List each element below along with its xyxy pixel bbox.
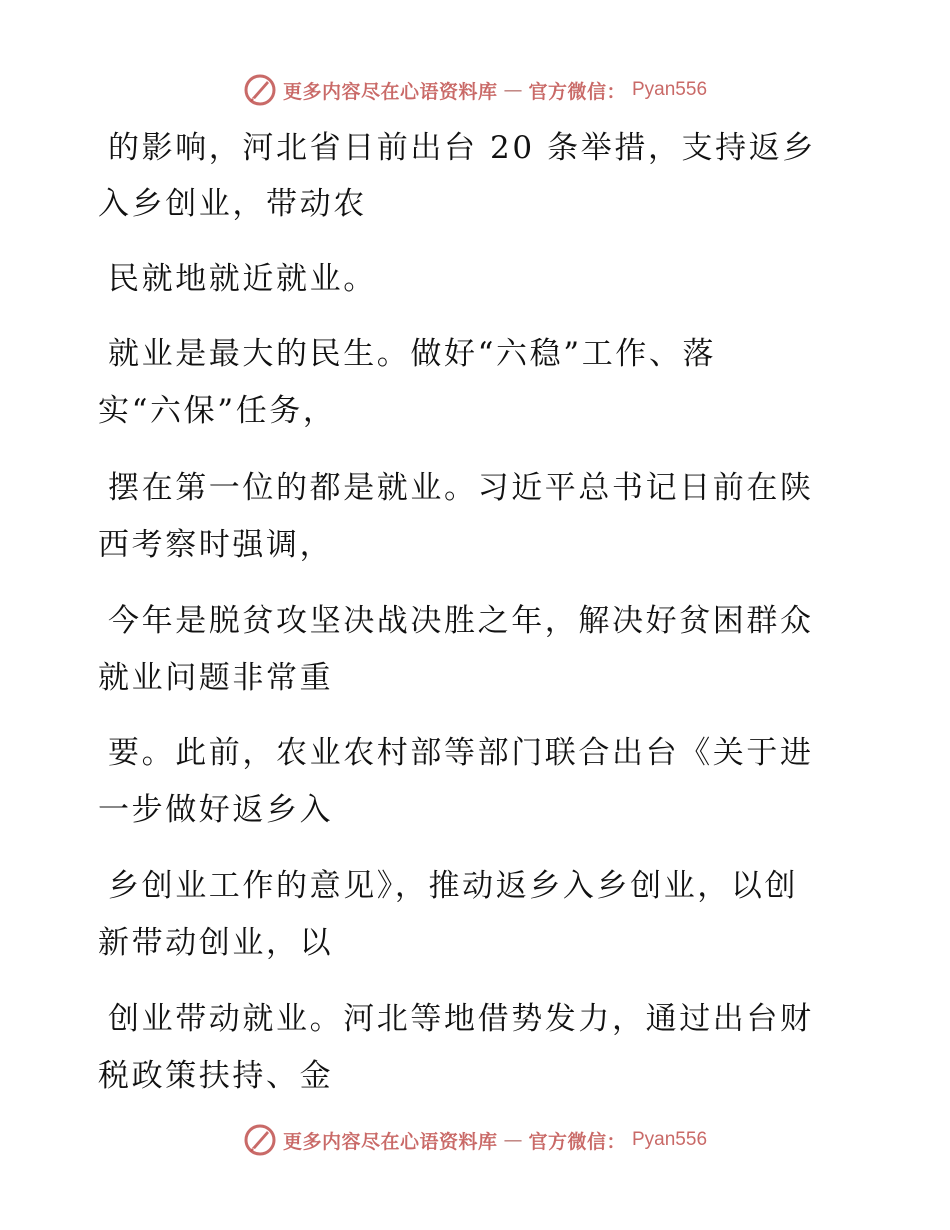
text-line: 今年是脱贫攻坚决战决胜之年，解决好贫困群众	[108, 603, 814, 639]
watermark-handle: Pyan556	[632, 79, 708, 100]
text-line: 要。此前，农业农村部等部门联合出台《关于进	[108, 735, 814, 771]
text-line: 一步做好返乡入	[98, 792, 334, 828]
text-line: 新带动创业，以	[98, 925, 334, 961]
text-line: 就业问题非常重	[98, 660, 334, 696]
text-line: 摆在第一位的都是就业。习近平总书记日前在陕	[108, 470, 814, 506]
watermark-label: 官方微信：	[528, 80, 626, 103]
quill-logo-icon	[243, 73, 277, 107]
text-line: 就业是最大的民生。做好“六稳”工作、落	[108, 336, 717, 372]
text-line: 的影响，河北省日前出台 20 条举措，支持返乡	[108, 130, 816, 166]
header-watermark	[0, 70, 950, 110]
quill-logo-icon	[243, 1123, 277, 1157]
text-line: 西考察时强调，	[98, 527, 334, 563]
text-line: 乡创业工作的意见》，推动返乡入乡创业，以创	[108, 868, 799, 904]
watermark-handle: Pyan556	[632, 1129, 708, 1150]
watermark-text: 更多内容尽在心语资料库	[282, 80, 498, 103]
footer-watermark	[0, 1120, 950, 1160]
text-line: 民就地就近就业。	[108, 261, 377, 297]
watermark-separator: —	[503, 1129, 523, 1151]
text-line: 实“六保”任务，	[98, 393, 337, 429]
watermark-label: 官方微信：	[528, 1130, 626, 1153]
watermark-text: 更多内容尽在心语资料库	[282, 1130, 498, 1153]
text-line: 税政策扶持、金	[98, 1058, 334, 1094]
text-line: 入乡创业，带动农	[98, 186, 367, 222]
text-line: 创业带动就业。河北等地借势发力，通过出台财	[108, 1001, 814, 1037]
watermark-separator: —	[503, 79, 523, 101]
